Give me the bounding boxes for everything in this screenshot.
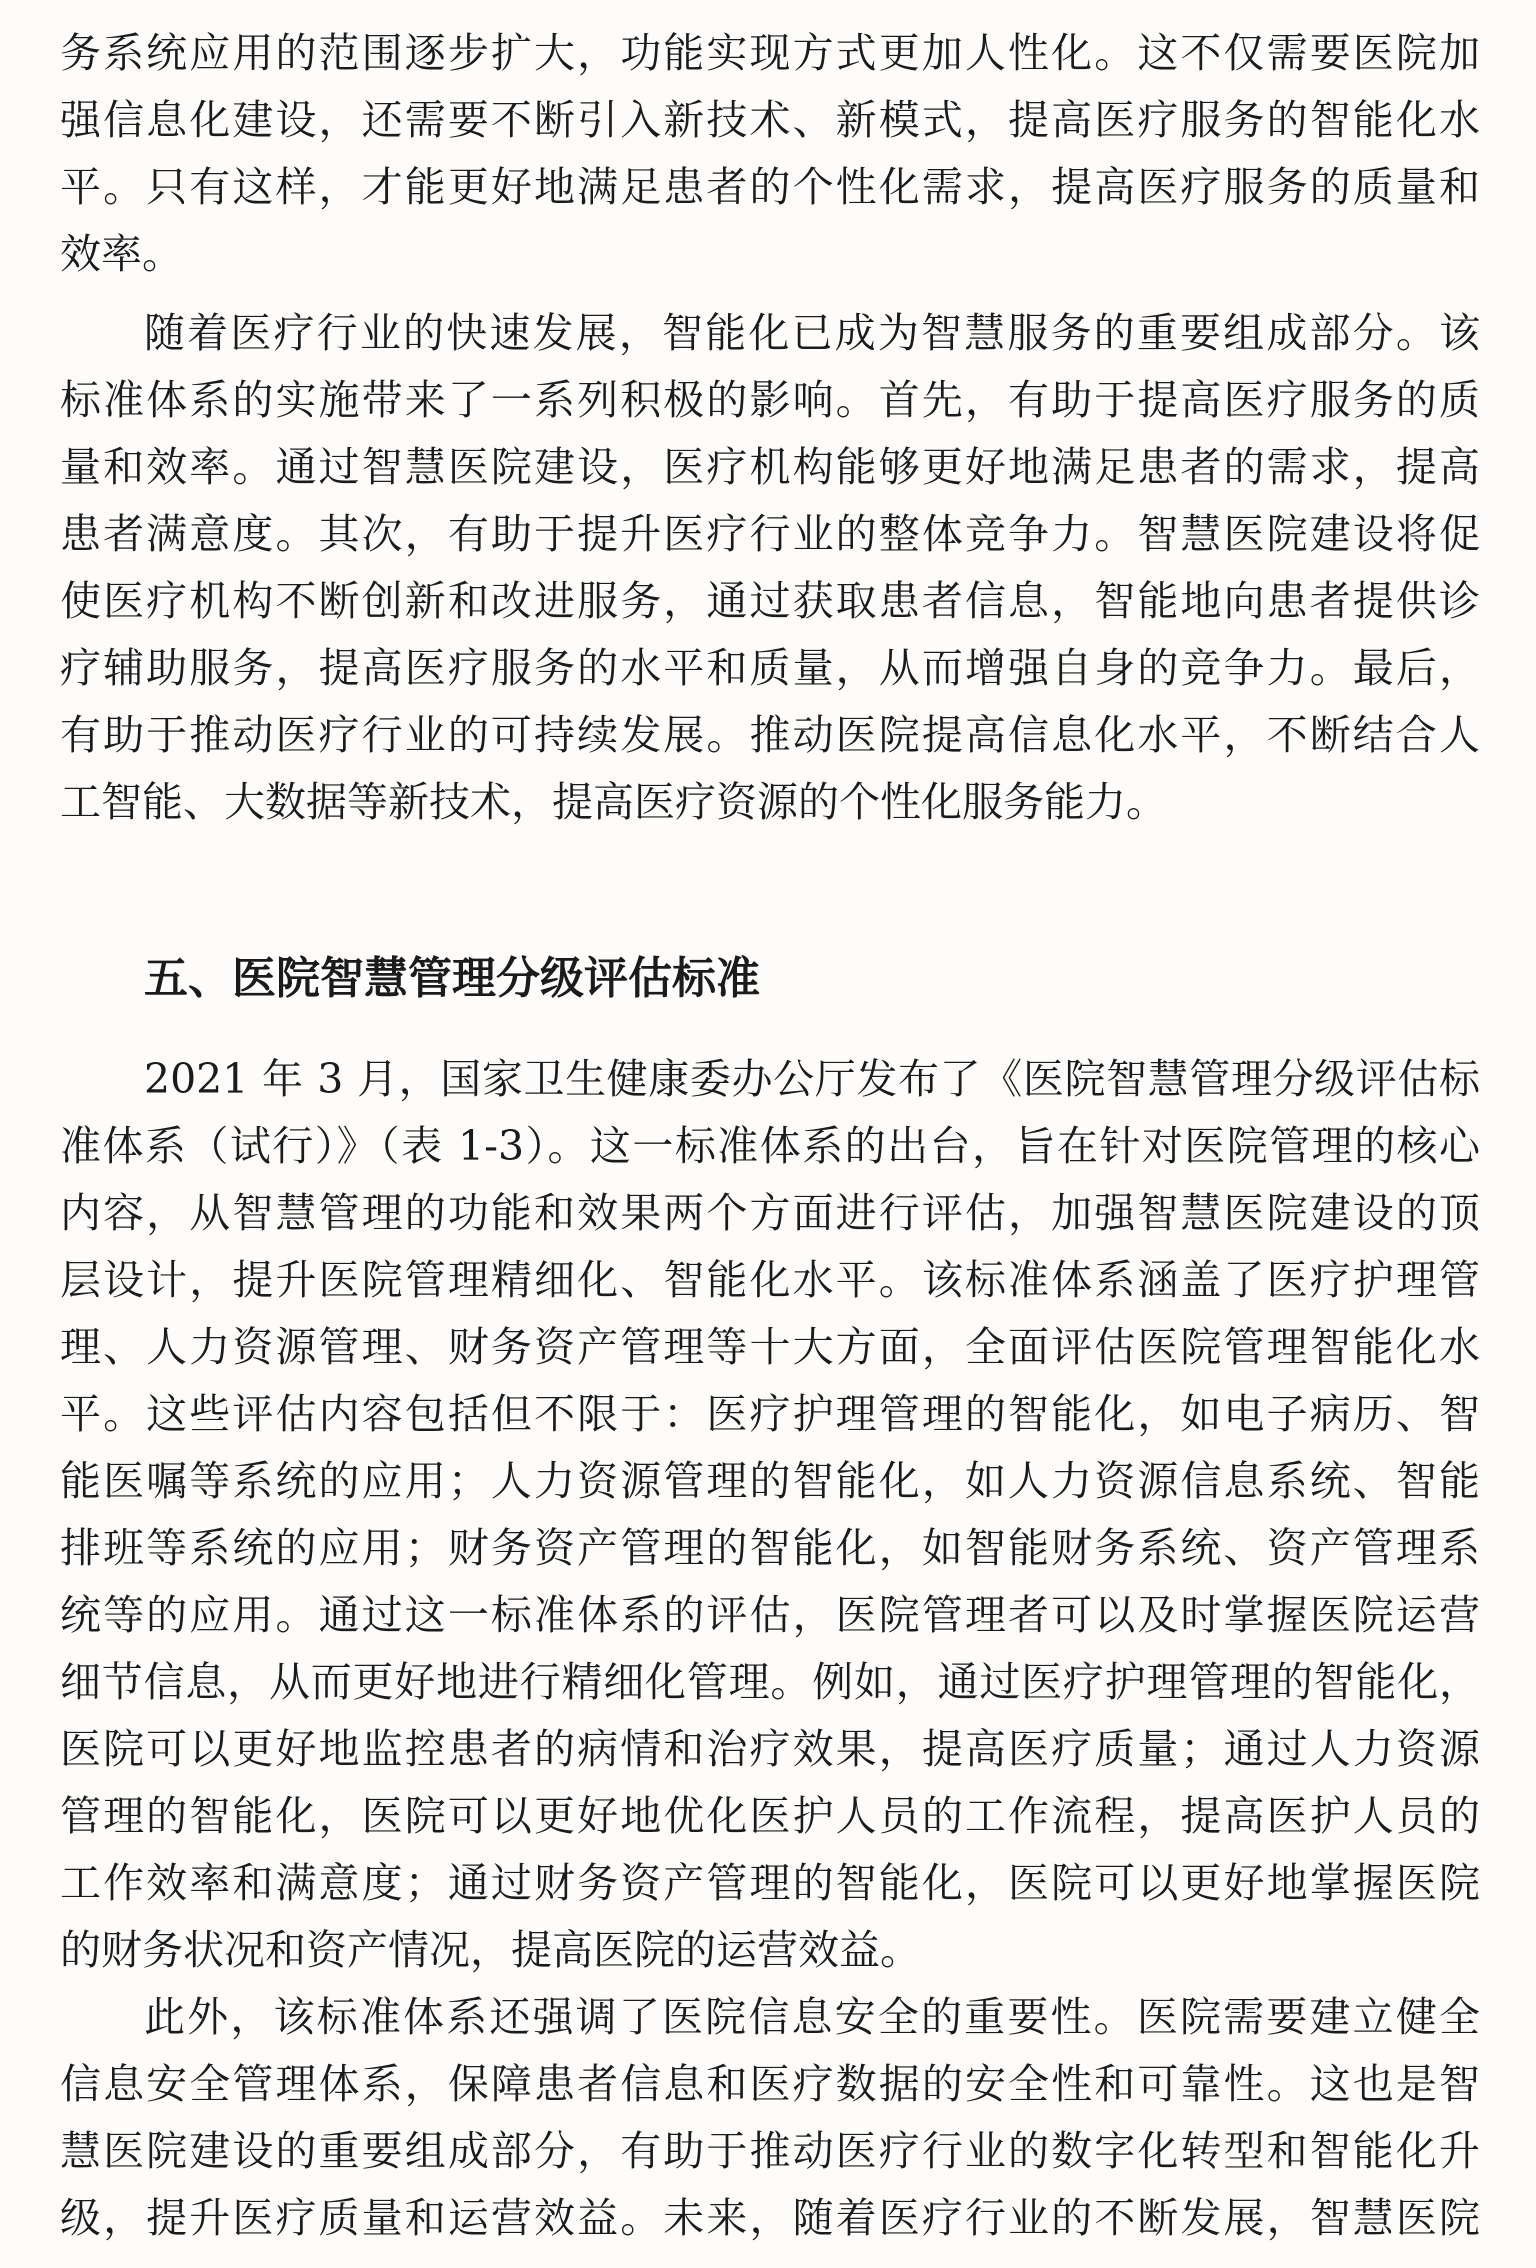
text-line: 此外，该标准体系还强调了医院信息安全的重要性。医院需要建立健全 (144, 1993, 1480, 2041)
paragraph-1 (60, 20, 1480, 288)
paragraph-3 (60, 1046, 1480, 1984)
text-line: 统等的应用。通过这一标准体系的评估，医院管理者可以及时掌握医院运营 (60, 1591, 1480, 1639)
text-line: 平。这些评估内容包括但不限于：医疗护理管理的智能化，如电子病历、智 (60, 1390, 1480, 1438)
paragraph-2 (60, 300, 1480, 836)
text-line: 效率。 (60, 230, 183, 278)
text-line: 管理的智能化，医院可以更好地优化医护人员的工作流程，提高医护人员的 (60, 1792, 1480, 1840)
text-line: 平。只有这样，才能更好地满足患者的个性化需求，提高医疗服务的质量和 (60, 163, 1480, 211)
text-line: 随着医疗行业的快速发展，智能化已成为智慧服务的重要组成部分。该 (144, 309, 1480, 357)
text-line: 有助于推动医疗行业的可持续发展。推动医院提高信息化水平，不断结合人 (60, 711, 1480, 759)
text-line: 信息安全管理体系，保障患者信息和医疗数据的安全性和可靠性。这也是智 (60, 2060, 1480, 2108)
text-line: 标准体系的实施带来了一系列积极的影响。首先，有助于提高医疗服务的质 (60, 376, 1480, 424)
text-line: 慧医院建设的重要组成部分，有助于推动医疗行业的数字化转型和智能化升 (60, 2127, 1480, 2175)
text-line: 能医嘱等系统的应用；人力资源管理的智能化，如人力资源信息系统、智能 (60, 1457, 1480, 1505)
text-line: 准体系（试行）》（表 1-3）。这一标准体系的出台，旨在针对医院管理的核心 (60, 1122, 1480, 1170)
text-line: 工作效率和满意度；通过财务资产管理的智能化，医院可以更好地掌握医院 (60, 1859, 1480, 1907)
text-line: 疗辅助服务，提高医疗服务的水平和质量，从而增强自身的竞争力。最后， (60, 644, 1480, 692)
text-line: 的财务状况和资产情况，提高医院的运营效益。 (60, 1926, 921, 1974)
text-line: 细节信息，从而更好地进行精细化管理。例如，通过医疗护理管理的智能化， (60, 1658, 1480, 1706)
text-line: 2021 年 3 月，国家卫生健康委办公厅发布了《医院智慧管理分级评估标 (144, 1055, 1480, 1103)
text-line: 量和效率。通过智慧医院建设，医疗机构能够更好地满足患者的需求，提高 (60, 443, 1480, 491)
text-line: 级，提升医疗质量和运营效益。未来，随着医疗行业的不断发展，智慧医院 (60, 2194, 1480, 2242)
text-line: 层设计，提升医院管理精细化、智能化水平。该标准体系涵盖了医疗护理管 (60, 1256, 1480, 1304)
text-line: 内容，从智慧管理的功能和效果两个方面进行评估，加强智慧医院建设的顶 (60, 1189, 1480, 1237)
text-line: 理、人力资源管理、财务资产管理等十大方面，全面评估医院管理智能化水 (60, 1323, 1480, 1371)
text-line: 医院可以更好地监控患者的病情和治疗效果，提高医疗质量；通过人力资源 (60, 1725, 1480, 1773)
section-heading: 五、医院智慧管理分级评估标准 (144, 953, 760, 1004)
text-line: 强信息化建设，还需要不断引入新技术、新模式，提高医疗服务的智能化水 (60, 96, 1480, 144)
text-line: 排班等系统的应用；财务资产管理的智能化，如智能财务系统、资产管理系 (60, 1524, 1480, 1572)
text-line: 患者满意度。其次，有助于提升医疗行业的整体竞争力。智慧医院建设将促 (60, 510, 1480, 558)
text-line: 工智能、大数据等新技术，提高医疗资源的个性化服务能力。 (60, 778, 1167, 826)
text-line: 务系统应用的范围逐步扩大，功能实现方式更加人性化。这不仅需要医院加 (60, 29, 1480, 77)
paragraph-4 (60, 1984, 1480, 2252)
text-line: 使医疗机构不断创新和改进服务，通过获取患者信息，智能地向患者提供诊 (60, 577, 1480, 625)
